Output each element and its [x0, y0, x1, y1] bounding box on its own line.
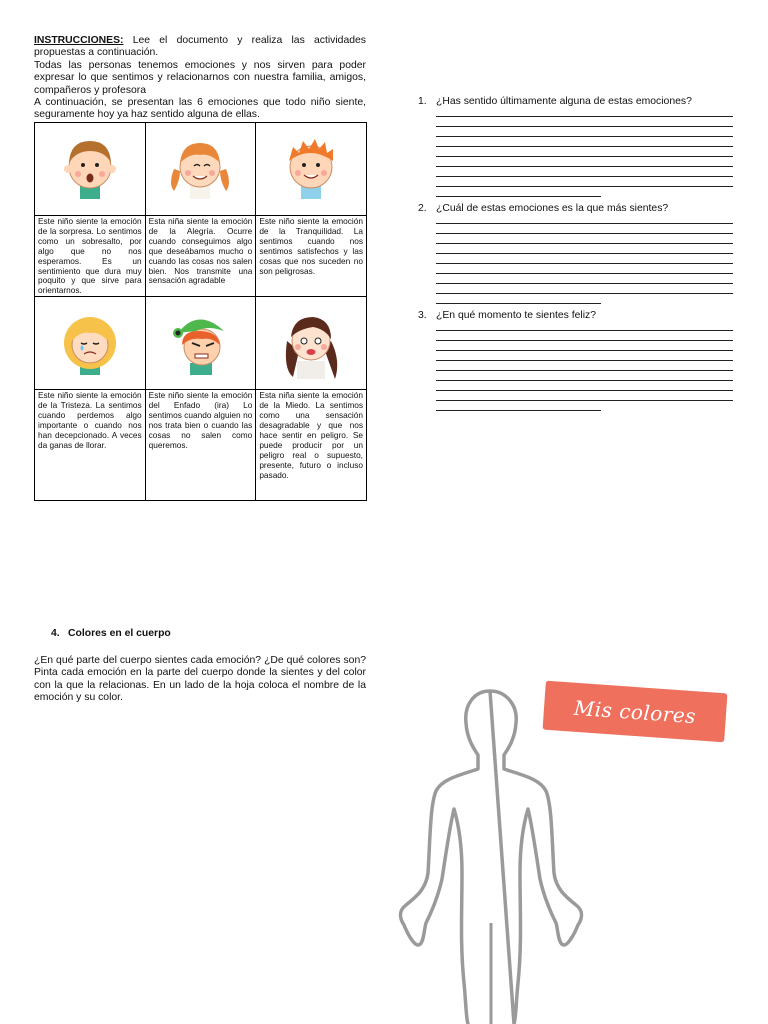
question-1 [418, 96, 734, 197]
answer-line[interactable] [436, 264, 733, 274]
emotion-image-cell [145, 123, 256, 216]
intro-paragraph-2: Todas las personas tenemos emociones y nos sirven para poder expresar lo que sentimos y relacionarnos con nuestra familia, amigos, compañeros y profesora [34, 59, 366, 96]
answer-line[interactable] [436, 331, 733, 341]
answer-line[interactable] [436, 254, 733, 264]
intro-paragraph-3: A continuación, se presentan las 6 emociones que todo niño siente, seguramente hoy ya haz sentido alguna de ellas. [34, 97, 366, 121]
emotion-description: Esta niña siente la emoción de la Miedo. La sentimos como una sensación desagradable y que nos hace sentir en peligro. Se puede producir por un peligro real o supuesto, presente, futuro o incluso pasado. [256, 390, 367, 501]
instructions-text: Lee el documento y realiza las actividades propuestas a continuación. [34, 35, 366, 59]
sad-child-icon [48, 301, 132, 385]
answer-line[interactable] [436, 224, 733, 234]
section-title: Colores en el cuerpo [68, 628, 171, 639]
answer-line[interactable] [436, 401, 601, 411]
scared-girl-icon [269, 301, 353, 385]
answer-line[interactable] [436, 391, 733, 401]
question-text: ¿En qué momento te sientes feliz? [436, 310, 596, 321]
happy-girl-icon [160, 129, 240, 209]
calm-boy-icon [271, 129, 351, 209]
answer-line[interactable] [436, 321, 733, 331]
answer-line[interactable] [436, 137, 733, 147]
instructions [34, 35, 366, 122]
answer-line[interactable] [436, 167, 733, 177]
question-3 [418, 310, 734, 411]
question-2 [418, 203, 734, 304]
answer-line[interactable] [436, 381, 733, 391]
answer-line[interactable] [436, 341, 733, 351]
answer-line[interactable] [436, 177, 733, 187]
answer-line[interactable] [436, 294, 601, 304]
answer-line[interactable] [436, 234, 733, 244]
question-text: ¿Cuál de estas emociones es la que más sientes? [436, 203, 669, 214]
surprised-boy-icon [50, 129, 130, 209]
answer-line[interactable] [436, 371, 733, 381]
emotions-table [34, 122, 367, 501]
answer-line[interactable] [436, 361, 733, 371]
question-number: 3. [418, 310, 427, 321]
question-number: 2. [418, 203, 427, 214]
answer-line[interactable] [436, 244, 733, 254]
instructions-lead: INSTRUCCIONES: [34, 35, 124, 46]
emotion-description: Este niño siente la emoción de la sorpresa. Lo sentimos como un sobresalto, por algo que no nos esperamos. Es un sentimiento que dura muy poquito y que sirve para orientarnos. [35, 216, 146, 297]
emotion-image-cell [256, 297, 367, 390]
section-colors [34, 628, 366, 705]
body-outline-figure[interactable] [390, 683, 618, 1024]
emotion-image-cell [35, 297, 146, 390]
angry-boy-icon [158, 301, 242, 385]
emotion-image-cell [256, 123, 367, 216]
emotion-description: Esta niña siente la emoción de la Alegría. Ocurre cuando conseguimos algo que deseábamos mucho o cuando las cosas nos salen bien. Nos transmite una sensación agradable [145, 216, 256, 297]
section-heading [51, 628, 366, 641]
question-number: 1. [418, 96, 427, 107]
emotion-image-cell [145, 297, 256, 390]
answer-line[interactable] [436, 274, 733, 284]
answer-line[interactable] [436, 147, 733, 157]
mis-colores-banner: Mis colores [543, 681, 728, 743]
answer-line[interactable] [436, 351, 733, 361]
section-body: ¿En qué parte del cuerpo sientes cada emoción? ¿De qué colores son? Pinta cada emoción en la parte del cuerpo donde la sientes y del color con la que la relacionas. En un lado de la hoja coloca el nombre de la emoción y su color. [34, 654, 366, 704]
emotion-description: Este niño siente la emoción del Enfado (ira) Lo sentimos cuando alguien no nos trata bien o cuando las cosas no salen como queremos. [145, 390, 256, 501]
emotion-description: Este niño siente la emoción de la Tristeza. La sentimos cuando perdemos algo importante o cuando nos han decepcionado. A veces da ganas de llorar. [35, 390, 146, 501]
answer-line[interactable] [436, 127, 733, 137]
answer-line[interactable] [436, 214, 733, 224]
emotion-image-cell [35, 123, 146, 216]
answer-line[interactable] [436, 284, 733, 294]
answer-line[interactable] [436, 117, 733, 127]
question-text: ¿Has sentido últimamente alguna de estas emociones? [436, 96, 692, 107]
emotion-description: Este niño siente la emoción de la Tranquilidad. La sentimos cuando nos sentimos satisfechos y las cosas que nos suceden no son peligrosas. [256, 216, 367, 297]
answer-line[interactable] [436, 107, 733, 117]
section-number: 4. [51, 628, 60, 639]
answer-line[interactable] [436, 157, 733, 167]
answer-line[interactable] [436, 187, 601, 197]
